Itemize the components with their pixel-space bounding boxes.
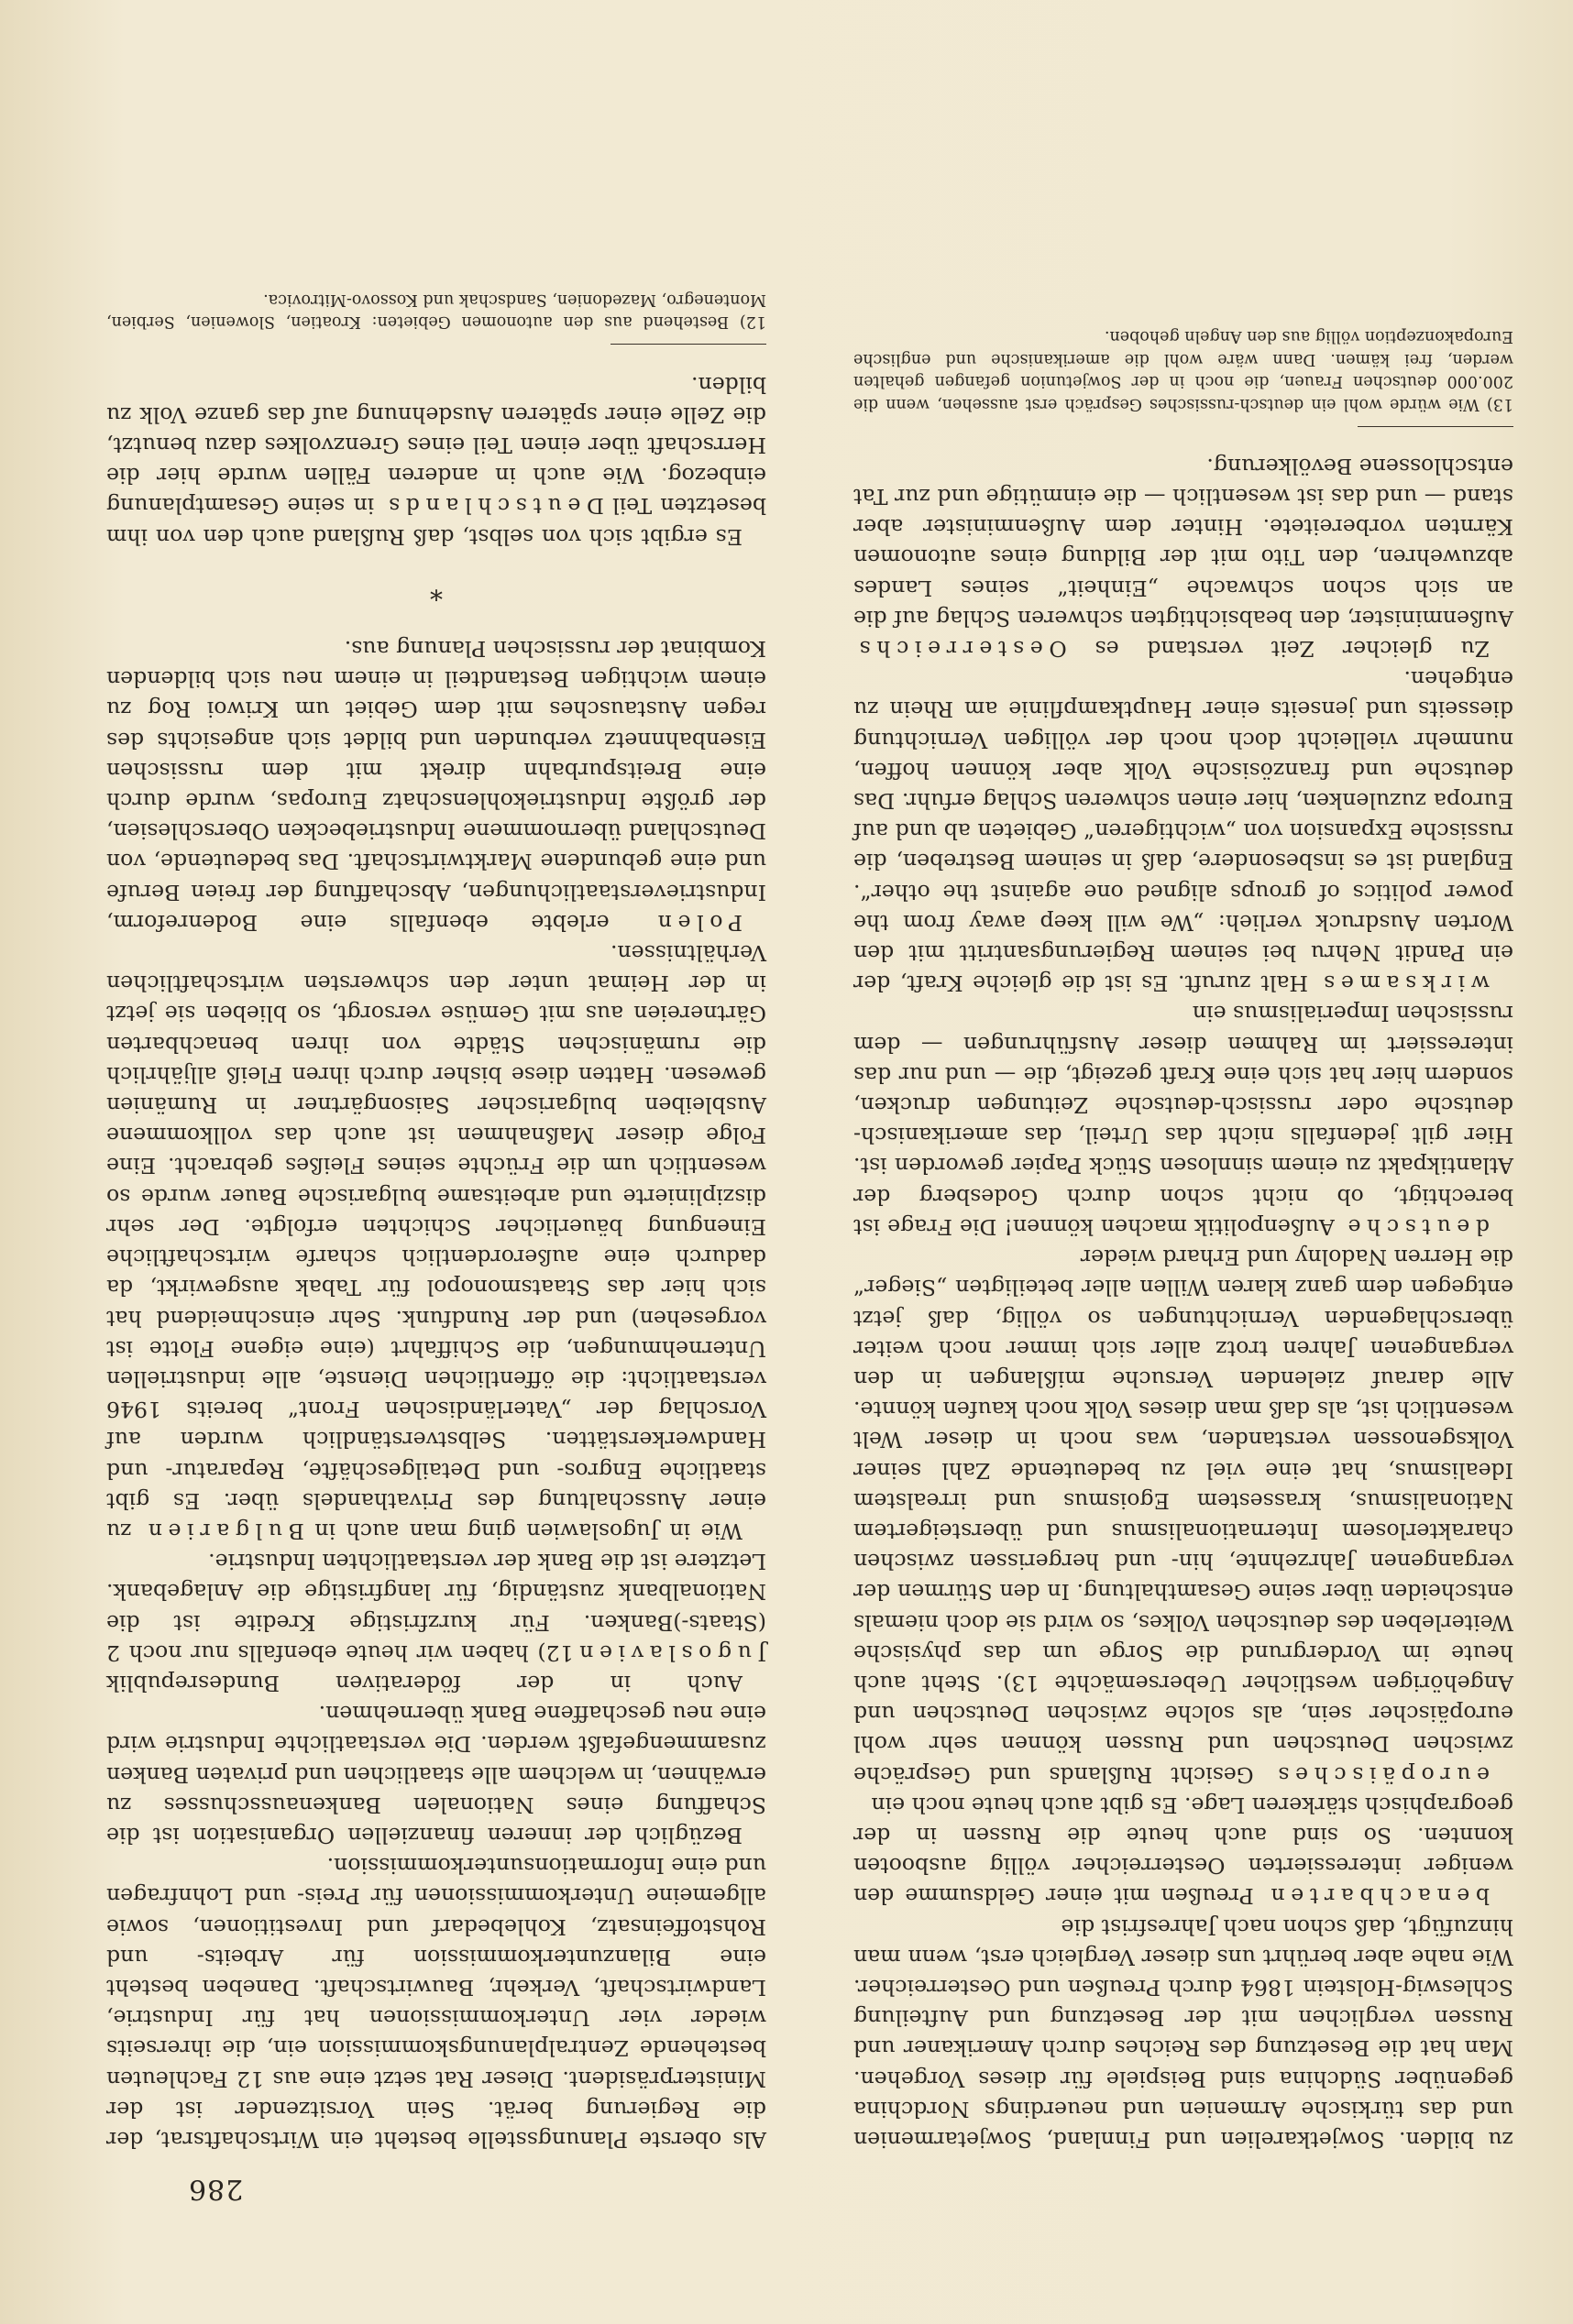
paragraph [853, 1790, 1513, 1912]
paragraph-text: Preußen mit einer Geldsumme den weniger interessierten Oesterreicher völlig ausbooten konnten. So sind auch heute die Russen in der geographisch stärkeren Lage. Es gibt auch heute noch ein [853, 1792, 1513, 1910]
paragraph [853, 998, 1513, 1242]
section-separator: * [430, 575, 443, 606]
paragraph-text: Außenpolitik machen können! Die Frage ist berechtigt, ob nicht schon durch Godesberg der Atlantikpakt zu einem sinnlosen Stück Papier geworden ist. Hier gilt jedenfalls nicht das Urteil, das amerikanisch-deutsche oder russisch-deutsche Zeitungen drucken, sondern hier hat sich eine Kraft gezeigt, die — und nur das interessiert im Rahmen dieser Ausführungen — dem russischen Imperialismus ein [853, 1001, 1513, 1240]
spaced-emphasis: Bulgarien [142, 1518, 304, 1544]
paragraph [853, 1911, 1513, 2154]
paragraph [853, 663, 1513, 998]
paragraph-text: in seine Gesamtplanung einbezog. Wie auch in anderen Fällen wurde hier die Herrschaft über einen Teil eines Grenzvolkes dazu benutzt, die Zelle einer späteren Ausdehnung auf das ganze Volk zu bilden. [106, 371, 766, 520]
footnote-12: 12) Bestehend aus den autonomen Gebieten: Kroatien, Slowenien, Serbien, Montenegro, Mazedonien, Sandschak und Kossovo-Mitrovica. [106, 290, 766, 332]
footnote-rule [1358, 426, 1513, 427]
paragraph [106, 937, 766, 1546]
left-paragraphs [853, 451, 1513, 2154]
paragraph [106, 1698, 766, 1850]
paragraph [853, 451, 1513, 663]
paragraph [106, 1546, 766, 1698]
footnote-rule [610, 344, 766, 345]
spaced-emphasis: Deutschlands [382, 493, 604, 520]
paragraph-text: Auch in der föderativen Bundesrepublik [106, 1670, 742, 1696]
paragraph-text: Es ergibt sich von selbst, daß Rußland auch den von ihm besetzten Teil [106, 493, 766, 550]
left-column [853, 325, 1513, 2154]
paragraph-text: zu einer Ausschaltung des Privathandels über. Es gibt staatliche Engros- und Detailgeschäfte, Reparatur- und Handwerkerstätten. Selbstverständlich wurden auf Vorschlag der „Vaterländischen Front“ bereits 1946 verstaatlicht: die öffentlichen Dienste, alle industriellen Unternehmungen, die Schiffahrt (eine eigene Flotte ist vorgesehen) und der Rundfunk. Sehr einschneidend hat sich hier das Staatsmonopol für Tabak ausgewirkt, da dadurch eine außerordentlich scharfe wirtschaftliche Einengung bäuerlicher Schichten erfolgte. Der sehr disziplinierte und arbeitsame bulgarische Bauer wurde so wesentlich um die Früchte seines Fleißes gebracht. Eine Folge dieser Maßnahmen ist auch das vollkommene Ausbleiben bulgarischer Saisongärtner in Rumänien gewesen. Hatten diese bisher durch ihren Fleiß alljährlich die rumänischen Städte von ihren benachbarten Gärtnereien aus mit Gemüse versorgt, so blieben sie jetzt in der Heimat unter den schwersten wirtschaftlichen Verhältnissen. [106, 940, 766, 1544]
paragraph-text: 12) haben wir heute ebenfalls nur noch 2 (Staats-)Banken. Für kurzfristige Kredite ist die Nationalbank zuständig, für langfristige die Anlagebank. Letztere ist die Bank der verstaatlichten Industrie. [106, 1549, 766, 1666]
paragraph [106, 368, 766, 551]
spaced-emphasis: europäisches [1271, 1761, 1490, 1788]
paragraph-text: Gesicht Rußlands und Gespräche zwischen Deutschen und Russen können sehr wohl europäischer sein, als solche zwischen Deutschen und Angehörigen westlicher Uebersemächte 13). Steht auch heute im Vordergrund die Sorge um das physische Weiterleben des deutschen Volkes, so wird sie doch niemals entscheiden über seine Gesamthaltung. In den Stürmen der vergangenen Jahrzehnte, hin- und hergerissen zwischen charakterlosem Internationalismus und übersteigertem Nationalismus, krassestem Egoismus und irrealstem Idealismus, hat eine viel zu bedeutende Zahl seiner Volksgenossen verstanden, was noch in dieser Welt wesentlich ist, als daß man dieses Volk noch kaufen könnte. Alle darauf zielenden Versuche mißlangen in den vergangenen Jahren trotz aller sich immer noch weiter überschlagenden Vernichtungen so völlig, daß jetzt entgegen dem ganz klaren Willen aller beteiligten „Sieger“ die Herren Nadolny und Erhard wieder [853, 1244, 1513, 1788]
spaced-emphasis: Jugoslavien [573, 1639, 766, 1666]
spaced-emphasis: wirksames [1317, 970, 1490, 997]
paragraph [106, 633, 766, 937]
right-column [106, 288, 766, 2154]
paragraph [853, 1242, 1513, 1790]
paragraph-text: Bezüglich der inneren finanziellen Organisation ist die Schaffung eines Nationalen Bankenausschusses zu erwähnen, in welchem alle staatlichen und privaten Banken zusammengefaßt werden. Die verstaatlichte Industrie wird eine neu geschaffene Bank übernehmen. [106, 1701, 766, 1848]
paragraph-text: Halt zuruft. Es ist die gleiche Kraft, der ein Pandit Nehru bei seinem Regierungsantritt mit den Worten Ausdruck verlieh: „We will keep away from the power politics of groups aligned one against the other“. England ist es insbesondere, daß in seinem Bestreben, die russische Expansion von „wichtigeren“ Gebieten ab und auf Europa zuzulenken, hier einen schweren Schlag erfuhr. Das deutsche und französische Volk aber können hoffen, nunmehr vielleicht doch noch der völligen Vernichtung diesseits und jenseits einer Hauptkampflinie am Rhein zu entgehen. [853, 666, 1513, 997]
paragraph-text: Als oberste Planungsstelle besteht ein Wirtschaftsrat, der die Regierung berät. Sein Vorsitzender ist der Ministerpräsident. Dieser Rat setzt eine aus 12 Fachleuten bestehende Zentralplanungskommission ein, die ihrerseits wieder vier Unterkommissionen hat für Industrie, Landwirtschaft, Verkehr, Bauwirtschaft. Daneben besteht eine Bilanzunterkommission für Arbeits- und Rohstoffeinsatz, Kohlebedarf und Investitionen, sowie allgemeine Unterkommissionen für Preis- und Lohnfragen und eine Informationsunterkommission. [106, 1853, 766, 2153]
paragraph [106, 1850, 766, 2154]
paragraph-text: Zu gleicher Zeit verstand es [1066, 636, 1490, 663]
page-number: 286 [188, 2173, 244, 2205]
spaced-emphasis: deutsche [1341, 1213, 1490, 1240]
paragraph-text: erlebte ebenfalls eine Bodenreform, Industrieverstaatlichungen, Abschaffung der freien Berufe und eine gebundene Marktwirtschaft. Das bedeutende, von Deutschland übernommene Industriebecken Oberschlesien, der größte Industriekohlenschatz Europas, wurde durch eine Breitspurbahn direkt mit dem russischen Eisenbahnnetz verbunden und bildet sich angesichts des regen Austausches mit dem Gebiet um Kriwoi Rog zu einem wichtigen Bestandteil in einem neu sich bildenden Kombinat der russischen Planung aus. [106, 636, 766, 936]
footnote-13: 13) Wie würde wohl ein deutsch-russisches Gespräch erst aussehen, wenn die 200.000 deutschen Frauen, die noch in der Sowjetunion gefangen gehalten werden, frei kämen. Dann wäre wohl die amerikanische und englische Europakonzeption völlig aus den Angeln gehoben. [853, 327, 1513, 413]
paragraph-text: zu bilden. Sowjetkarelien und Finnland, Sowjetarmenien und das türkische Armenien und neuerdings Nordchina gegenüber Südchina sind Beispiele für dieses Vorgehen. Man hat die Besetzung des Reiches durch Amerikaner und Russen verglichen mit der Besetzung und Aufteilung Schleswig-Holstein 1864 durch Preußen und Oesterreicher. Wie nahe aber berührt uns dieser Vergleich erst, wenn man hinzufügt, daß schon nach Jahresfrist die [853, 1913, 1513, 2153]
paragraph-text: Wie in Jugoslawien ging man auch in [303, 1518, 742, 1544]
right-paragraphs [106, 368, 766, 2154]
spaced-emphasis: benachbarten [1264, 1883, 1490, 1910]
spaced-emphasis: Oesterreichs [853, 636, 1067, 663]
paragraph-text: Außenminister, den beabsichtigten schweren Schlag auf die an sich schon schwache „Einheit“ seines Landes abzuwehren, den Tito mit der Bildung eines autonomen Kärnten vorbereitete. Hinter dem Außenminister aber stand — und das ist wesentlich — die einmütige und zur Tat entschlossene Bevölkerung. [853, 453, 1513, 631]
spaced-emphasis: Polen [652, 909, 742, 936]
